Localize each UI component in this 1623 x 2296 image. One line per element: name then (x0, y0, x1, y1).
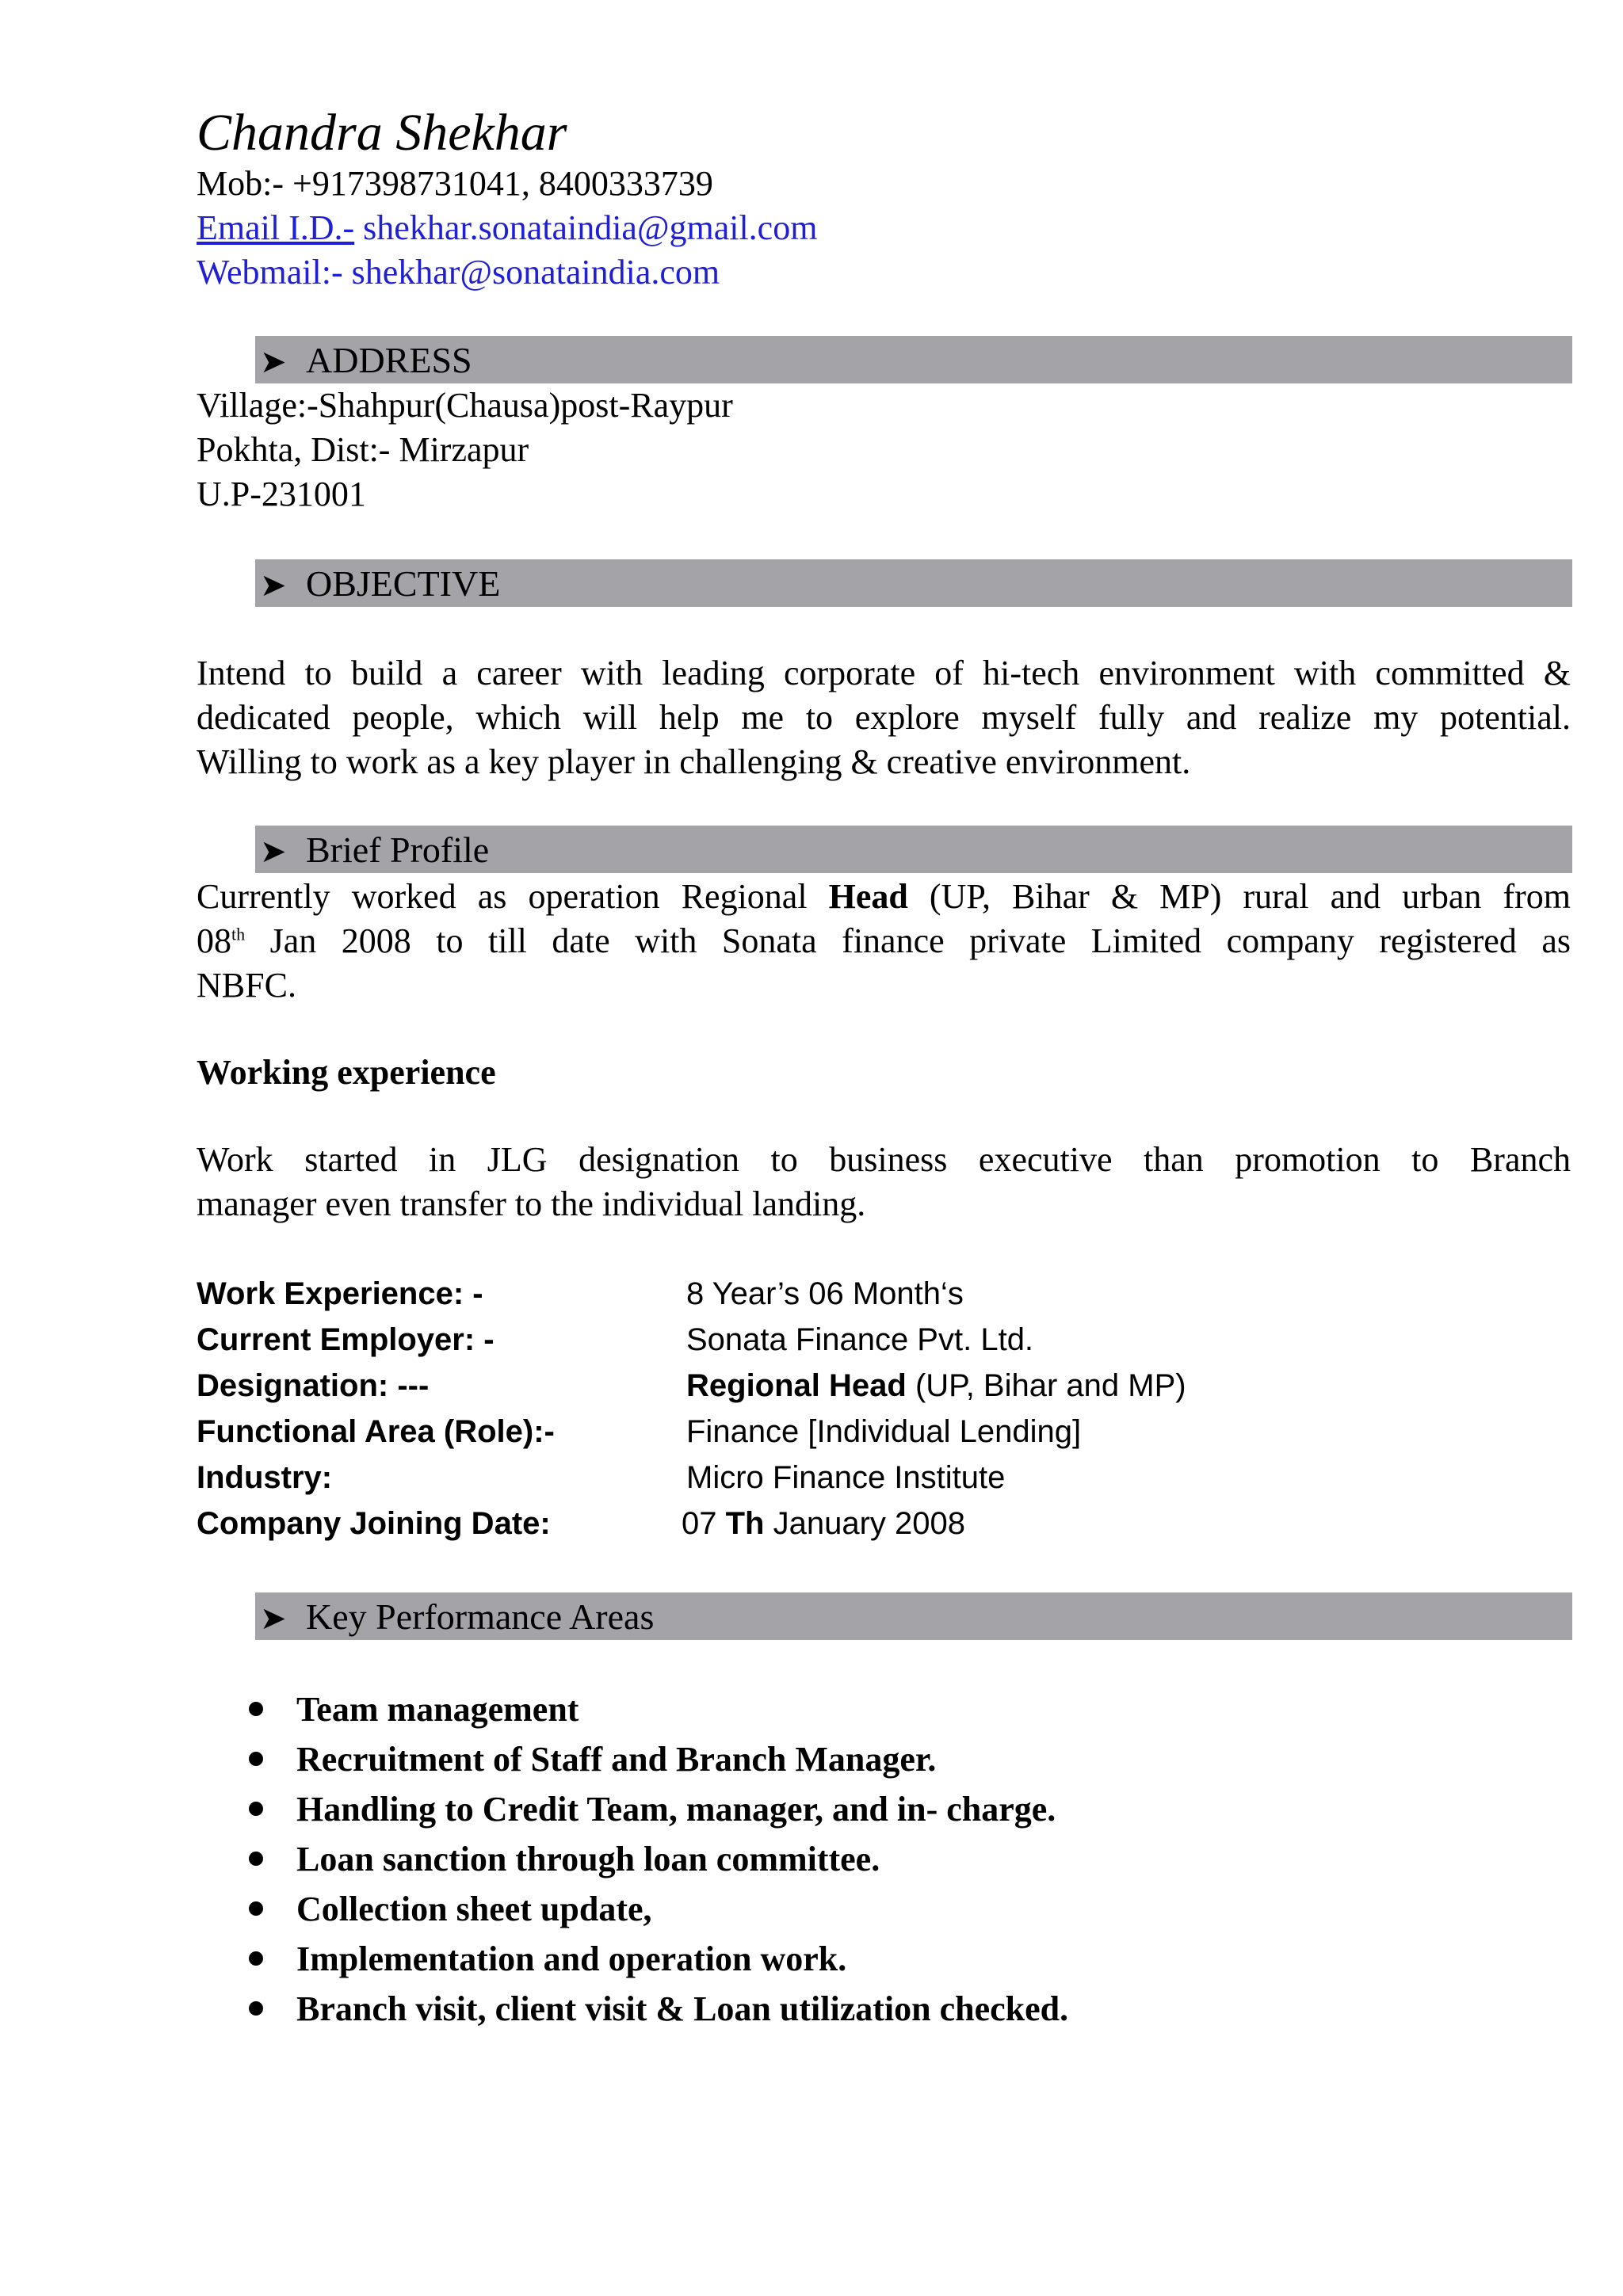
joining-date-value: 07 Th January 2008 (682, 1506, 965, 1541)
kpa-section-bar (255, 1592, 1572, 1640)
email-address[interactable]: shekhar.sonataindia@gmail.com (354, 208, 818, 247)
list-item: Recruitment of Staff and Branch Manager. (244, 1734, 1068, 1784)
address-line-3: U.P-231001 (197, 475, 366, 513)
bullet-dot-icon (249, 1802, 263, 1816)
designation-value: Regional Head (UP, Bihar and MP) (686, 1368, 1186, 1403)
current-employer-value: Sonata Finance Pvt. Ltd. (686, 1322, 1034, 1357)
kpa-list (244, 1684, 1068, 2034)
email-line (197, 206, 817, 250)
arrow-bullet-icon: ➤ (260, 833, 287, 869)
objective-section-bar (255, 559, 1572, 607)
bullet-dot-icon (249, 1951, 263, 1966)
arrow-bullet-icon: ➤ (260, 1600, 287, 1636)
bullet-dot-icon (249, 1852, 263, 1866)
arrow-bullet-icon: ➤ (260, 344, 287, 379)
candidate-name: Chandra Shekhar (197, 104, 567, 162)
objective-paragraph: Intend to build a career with leading corporate of hi-tech environment with committed & dedicated people, which will help me to explore myself fully and realize my potential. Willing to work as a key player in challenging & creative environment. (197, 654, 1571, 781)
list-item: Branch visit, client visit & Loan utilization checked. (244, 1984, 1068, 2034)
work-experience-key: Work Experience: - (197, 1276, 483, 1311)
address-line-2: Pokhta, Dist:- Mirzapur (197, 430, 529, 469)
arrow-bullet-icon: ➤ (260, 567, 287, 603)
address-section-bar (255, 336, 1572, 383)
mobile-numbers: Mob:- +917398731041, 8400333739 (197, 164, 713, 203)
list-item: Implementation and operation work. (244, 1934, 1068, 1984)
address-line-1: Village:-Shahpur(Chausa)post-Raypur (197, 386, 733, 425)
bullet-dot-icon (249, 1752, 263, 1766)
list-item: Collection sheet update, (244, 1884, 1068, 1934)
functional-area-key: Functional Area (Role):- (197, 1414, 555, 1449)
industry-key: Industry: (197, 1460, 333, 1495)
brief-profile-section-bar (255, 826, 1572, 873)
brief-profile-section-title: ➤ Brief Profile (260, 829, 489, 873)
list-item: Team management (244, 1684, 1068, 1734)
brief-profile-paragraph: Currently worked as operation Regional Head (UP, Bihar & MP) rural and urban from 08th Jan 2008 to till date with Sonata finance private Limited company registered as NBFC. (197, 877, 1571, 1005)
email-label: Email I.D.- (197, 208, 355, 247)
industry-value: Micro Finance Institute (686, 1460, 1006, 1495)
kpa-section-title: ➤ Key Performance Areas (260, 1596, 654, 1640)
designation-key: Designation: --- (197, 1368, 430, 1403)
list-item: Handling to Credit Team, manager, and in- charge. (244, 1784, 1068, 1834)
address-section-title: ➤ ADDRESS (260, 339, 472, 383)
bullet-dot-icon (249, 2001, 263, 2016)
joining-date-key: Company Joining Date: (197, 1506, 551, 1541)
working-experience-paragraph: Work started in JLG designation to business executive than promotion to Branch manager even transfer to the individual landing. (197, 1140, 1571, 1223)
bullet-dot-icon (249, 1901, 263, 1916)
current-employer-key: Current Employer: - (197, 1322, 495, 1357)
objective-section-title: ➤ OBJECTIVE (260, 563, 500, 607)
working-experience-heading: Working experience (197, 1053, 496, 1092)
bullet-dot-icon (249, 1702, 263, 1716)
work-experience-value: 8 Year’s 06 Month‘s (686, 1276, 964, 1311)
functional-area-value: Finance [Individual Lending] (686, 1414, 1082, 1449)
list-item: Loan sanction through loan committee. (244, 1834, 1068, 1884)
webmail-line[interactable]: Webmail:- shekhar@sonataindia.com (197, 253, 720, 292)
